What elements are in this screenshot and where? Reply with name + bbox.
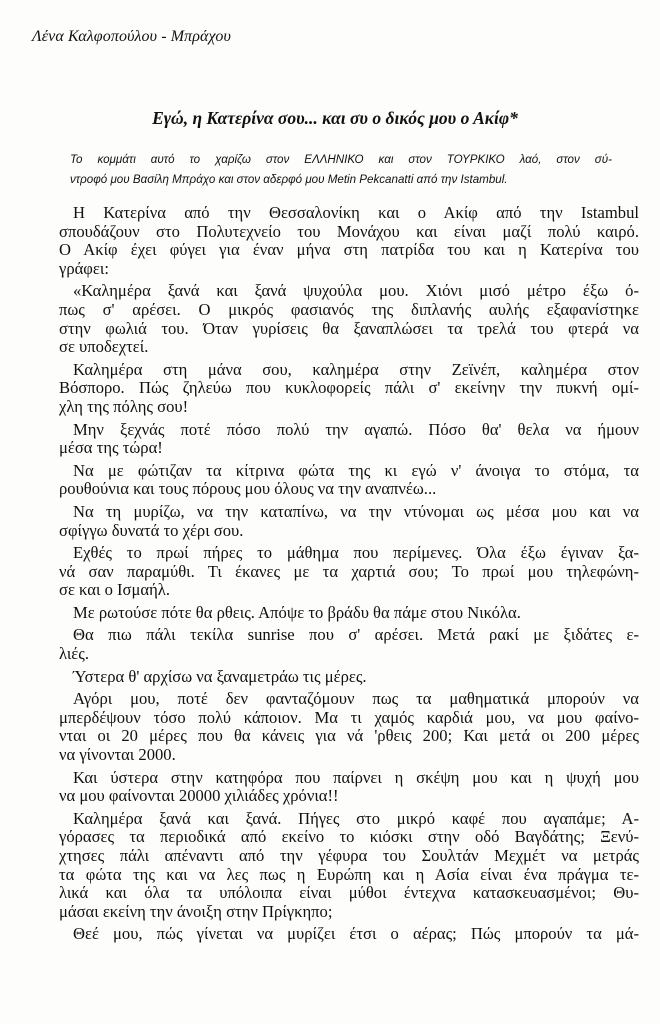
text-line: Αγόρι μου, ποτέ δεν φανταζόμουν πως τα μαθηματικά μπορούν να: [73, 689, 639, 709]
text-line: Μην ξεχνάς ποτέ πόσο πολύ την αγαπώ. Πόσο θα' θελα να ήμουν: [73, 419, 639, 439]
text-line: Να τη μυρίζω, να την καταπίνω, να την ντύνομαι ως μέσα μου και να: [73, 501, 639, 521]
text-line: πως σ' αρέσει. Ο μικρός φασιανός της διπλανής αυλής εξαφανίστηκε: [59, 299, 639, 319]
text-line: τα φώτα της και να λες πως η Ευρώπη και η Ασία είναι ένα πράγμα τε-: [59, 864, 639, 884]
text-line: στην φωλιά του. Όταν γυρίσεις θα ξαναπλώσει τα τρελά του φτερά να: [59, 318, 639, 338]
text-line: Θεέ μου, πώς γίνεται να μυρίζει έτσι ο αέρας; Πώς μπορούν τα μά-: [73, 924, 639, 944]
text-line: Καλημέρα ξανά και ξανά. Πήγες στο μικρό καφέ που αγαπάμε; Α-: [73, 808, 639, 828]
text-line: Η Κατερίνα από την Θεσσαλονίκη και ο Ακίφ από την Istambul: [73, 203, 639, 222]
paragraph: [59, 544, 639, 600]
text-line: ρουθούνια και τους πόρους μου όλους να την αναπνέω...: [59, 479, 437, 499]
paragraph: [59, 668, 639, 687]
text-line: σε και ο Ισμαήλ.: [59, 580, 170, 600]
paragraph: [59, 204, 639, 278]
text-line: Με ρωτούσε πότε θα ρθεις. Απόψε το βράδυ θα πάμε στου Νικόλα.: [73, 602, 521, 622]
text-line: να μου φαίνονται 20000 χιλιάδες χρόνια!!: [59, 786, 339, 806]
paragraph: [59, 690, 639, 764]
text-line: λιές.: [59, 644, 89, 664]
paragraph: [59, 925, 639, 944]
text-line: νται οι 20 μέρες που θα κάνεις για νά 'ρθεις 200; Και μετά οι 200 μέρες: [59, 726, 639, 746]
paragraph: [59, 769, 639, 806]
paragraph: [59, 810, 639, 922]
text-line: νά σαν παραμύθι. Τι έκανες με τα χαρτιά σου; Το πρωί μου τηλεφώνη-: [59, 561, 639, 581]
text-line: Εχθές το πρωί πήρες το μάθημα που περίμενες. Όλα έξω έγιναν ξα-: [73, 543, 639, 563]
text-line: λικά και όλα τα υπόλοιπα είναι μύθοι έντεχνα κατασκευασμένοι; Θυ-: [59, 883, 639, 903]
text-line: Και ύστερα στην κατηφόρα που παίρνει η σκέψη μου και η ψυχή μου: [73, 767, 639, 787]
paragraph: [59, 503, 639, 540]
text-line: μέσα της τώρα!: [59, 438, 163, 458]
text-line: μάσαι εκείνη την άνοιξη στην Πρίγκηπο;: [59, 901, 333, 921]
text-line: Θα πιω πάλι τεκίλα sunrise που σ' αρέσει. Μετά ρακί με ξιδάτες ε-: [73, 625, 639, 645]
paragraph: [59, 421, 639, 458]
article-title: Εγώ, η Κατερίνα σου... και συ ο δικός μου ο Ακίφ*: [152, 108, 518, 128]
text-line: Ύστερα θ' αρχίσω να ξαναμετράω τις μέρες.: [73, 666, 367, 686]
text-line: γράφει:: [59, 258, 109, 278]
dedication-line: Το κομμάτι αυτό το χαρίζω στον ΕΛΛΗΝΙΚΟ και στον ΤΟΥΡΚΙΚΟ λαό, στον σύ-: [70, 153, 612, 166]
paragraph: [59, 462, 639, 499]
dedication: [70, 150, 612, 190]
dedication-line: ντροφό μου Βασίλη Μπράχο και στον αδερφό μου Metin Pekcanatti από την Istambul.: [70, 173, 508, 186]
text-line: Να με φώτιζαν τα κίτρινα φώτα της κι εγώ ν' άνοιγα το στόμα, τα: [73, 460, 639, 480]
paragraph: [59, 604, 639, 623]
text-line: να γίνονται 2000.: [59, 745, 176, 765]
text-line: Βόσπορο. Πώς ζηλεύω που κυκλοφορείς πάλι σ' εκείνην την πυκνή ομί-: [59, 378, 639, 398]
text-line: χτησες πάλι απέναντι από την γέφυρα του Σουλτάν Μεχμέτ να μετράς: [59, 846, 639, 865]
text-line: γόρασες τα περιοδικά από εκείνο το κιόσκι στην οδό Βαγδάτης; Ξενύ-: [59, 827, 639, 847]
paragraph: [59, 361, 639, 417]
text-line: «Καλημέρα ξανά και ξανά ψυχούλα μου. Χιόνι μισό μέτρο έξω ό-: [73, 281, 639, 301]
text-line: σφίγγω δυνατά το χέρι σου.: [59, 520, 244, 540]
text-line: σε υποδεχτεί.: [59, 337, 149, 357]
running-head: Λένα Καλφοπούλου - Μπράχου: [32, 28, 231, 45]
letter-body: [59, 204, 639, 948]
text-line: χλη της πόλης σου!: [59, 396, 189, 416]
text-line: Καλημέρα στη μάνα σου, καλημέρα στην Ζεϊνέπ, καλημέρα στον: [73, 359, 639, 379]
paragraph: [59, 282, 639, 356]
paragraph: [59, 626, 639, 663]
text-line: μπερδέψουν τόσο πολύ κάποιον. Μα τι χαμός καρδιά μου, να μου φαίνο-: [59, 707, 639, 727]
text-line: σπουδάζουν στο Πολυτεχνείο του Μονάχου και είναι μαζί πολύ καιρό.: [59, 221, 639, 241]
text-line: Ο Ακίφ έχει φύγει για έναν μήνα στη πατρίδα του και η Κατερίνα του: [59, 240, 639, 260]
